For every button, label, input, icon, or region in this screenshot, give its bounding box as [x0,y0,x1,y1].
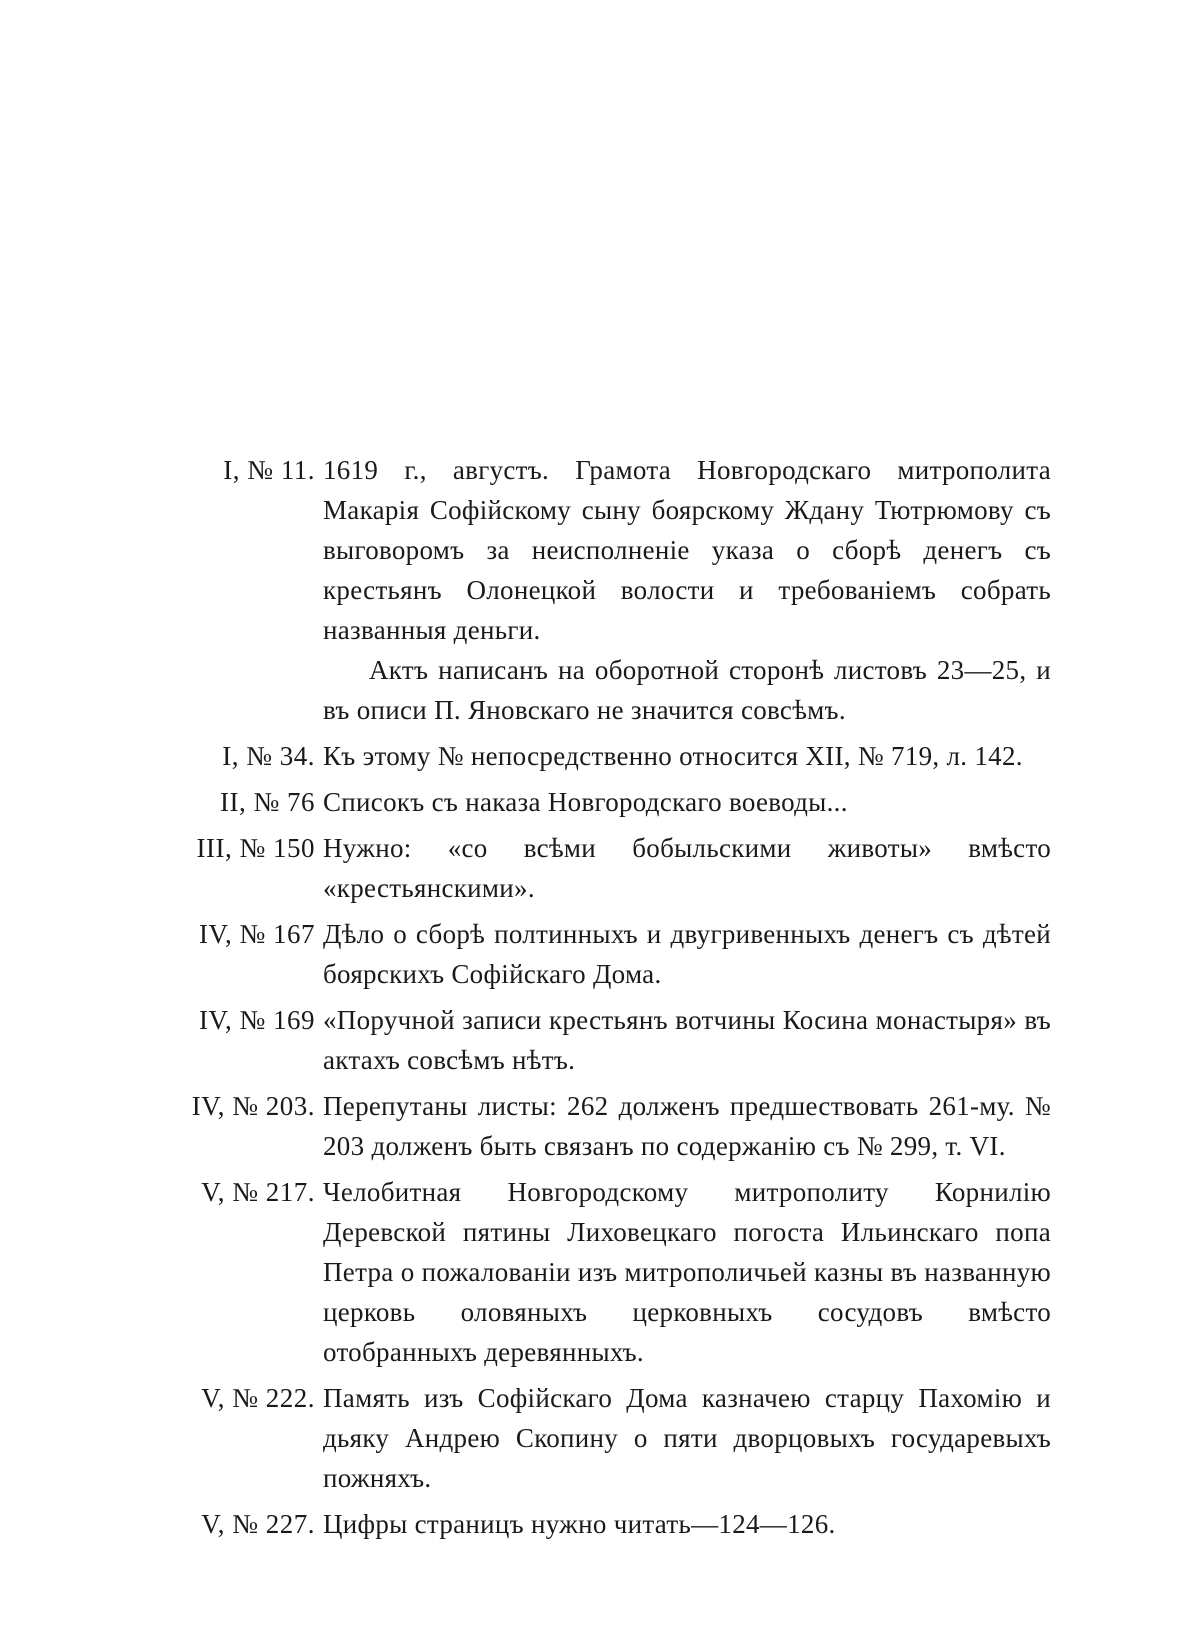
entry-paragraph: Списокъ съ наказа Новгородскаго воеводы... [323,787,848,817]
errata-entry [0,1504,1197,1544]
entry-body [323,782,1051,822]
errata-entry [0,914,1197,994]
entry-paragraph: Память изъ Софійскаго Дома казначею старцу Пахомію и дьяку Андрею Скопину о пяти дворцовыхъ государевыхъ пожняхъ. [323,1383,1051,1493]
errata-entry [0,1378,1197,1498]
entry-paragraph: Нужно: «со всѣми бобыльскими животы» вмѣсто «крестьянскими». [323,833,1051,903]
errata-entry [0,1086,1197,1166]
errata-list [0,450,1197,1550]
errata-entry [0,782,1197,822]
entry-reference: I, № 11. [223,455,315,485]
entry-paragraph: «Поручной записи крестьянъ вотчины Косина монастыря» въ актахъ совсѣмъ нѣтъ. [323,1005,1051,1075]
entry-reference: I, № 34. [222,741,315,771]
entry-paragraph: Къ этому № непосредственно относится XII, № 719, л. 142. [323,741,1023,771]
entry-body [323,1086,1051,1166]
errata-entry [0,1172,1197,1372]
errata-entry [0,450,1197,730]
entry-body [323,450,1051,730]
entry-paragraph: 1619 г., августъ. Грамота Новгородскаго митрополита Макарія Софійскому сыну боярскому Ждану Тютрюмову съ выговоромъ за неисполненіе указа о сборѣ денегъ съ крестьянъ Олонецкой волости и требованіемъ собрать названныя деньги. [323,455,1051,645]
entry-reference: IV, № 169 [198,1005,315,1035]
entry-body [323,914,1051,994]
errata-entry [0,736,1197,776]
entry-reference: V, № 222. [201,1383,315,1413]
entry-paragraph: Перепутаны листы: 262 долженъ предшествовать 261-му. № 203 долженъ быть связанъ по содержанію съ № 299, т. VI. [323,1091,1051,1161]
entry-reference: II, № 76 [220,787,315,817]
entry-paragraph: Цифры страницъ нужно читать—124—126. [323,1509,836,1539]
entry-reference: IV, № 203. [191,1091,315,1121]
entry-paragraph: Дѣло о сборѣ полтинныхъ и двугривенныхъ денегъ съ дѣтей боярскихъ Софійскаго Дома. [323,919,1051,989]
entry-note: Актъ написанъ на оборотной сторонѣ листовъ 23—25, и въ описи П. Яновскаго не значится совсѣмъ. [323,655,1051,725]
entry-body [323,828,1051,908]
entry-body [323,736,1051,776]
errata-entry [0,1000,1197,1080]
entry-reference: V, № 217. [201,1177,315,1207]
errata-entry [0,828,1197,908]
entry-body [323,1000,1051,1080]
entry-body [323,1378,1051,1498]
entry-body [323,1504,1051,1544]
entry-reference: V, № 227. [201,1509,315,1539]
entry-body [323,1172,1051,1372]
entry-reference: IV, № 167 [198,919,315,949]
entry-reference: III, № 150 [196,833,315,863]
entry-paragraph: Челобитная Новгородскому митрополиту Корнилію Деревской пятины Лиховецкаго погоста Ильинскаго попа Петра о пожалованіи изъ митрополичьей казны въ названную церковь оловяныхъ церковныхъ сосудовъ вмѣсто отобранныхъ деревянныхъ. [323,1177,1051,1367]
